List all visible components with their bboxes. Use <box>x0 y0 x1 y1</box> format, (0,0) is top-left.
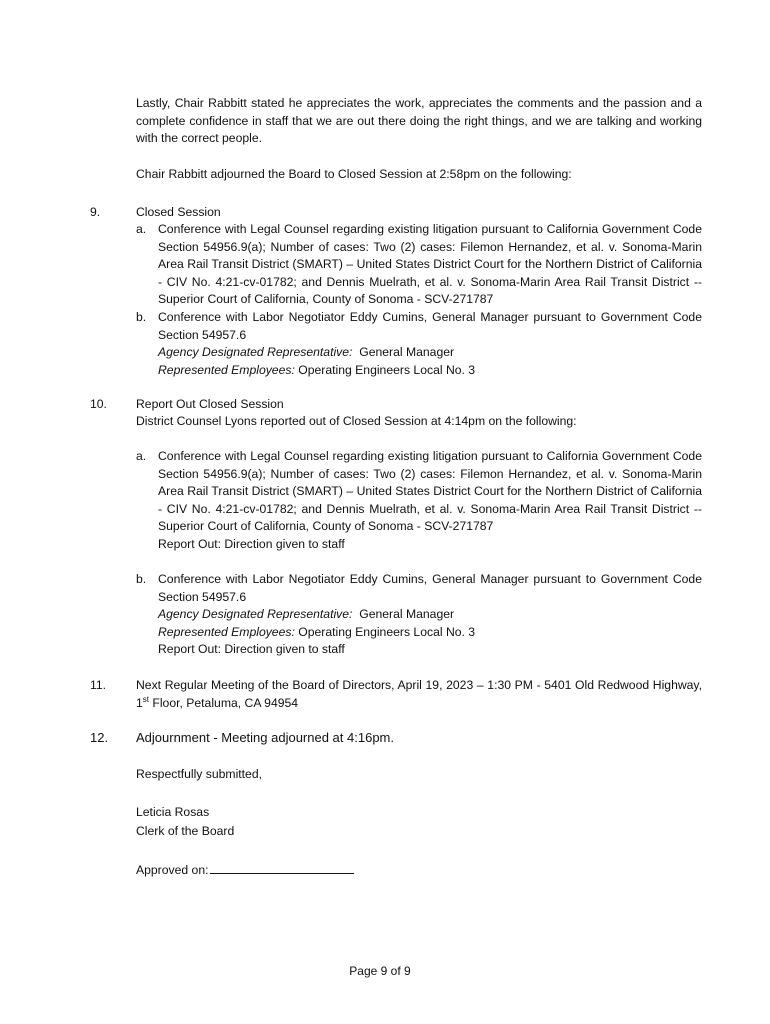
item-9b-agency-rep <box>158 344 702 362</box>
item-11-sup: st <box>142 694 150 704</box>
item-10-number: 10. <box>90 397 107 411</box>
agency-rep-value: General Manager <box>359 345 455 359</box>
item-10a-text: Conference with Legal Counsel regarding existing litigation pursuant to California Government Code Section 54956.9(a); Number of cases: Two (2) cases: Filemon Hernandez, et al. v. Sonoma-Marin Area Rail Transit District (SMART) – United States District Court for the Northern District of California - CIV No. 4:21-cv-01782; and Dennis Muelrath, et al. v. Sonoma-Marin Area Rail Transit District -- Superior Court of California, County of Sonoma - SCV-271787 <box>158 449 702 533</box>
item-10b-text: Conference with Labor Negotiator Eddy Cumins, General Manager pursuant to Government Code Section 54957.6 <box>158 572 702 604</box>
item-12-number: 12. <box>90 730 109 745</box>
agency-rep-label: Agency Designated Representative: <box>158 607 353 621</box>
approval-signature-line <box>210 861 354 874</box>
item-9-number: 9. <box>90 205 101 219</box>
item-9b-letter: b. <box>136 310 147 324</box>
respectfully-submitted: Respectfully submitted, <box>136 767 262 781</box>
item-9a-text: Conference with Legal Counsel regarding existing litigation pursuant to California Government Code Section 54956.9(a); Number of cases: Two (2) cases: Filemon Hernandez, et al. v. Sonoma-Marin Area Rail Transit District (SMART) – United States District Court for the Northern District of California - CIV No. 4:21-cv-01782; and Dennis Muelrath, et al. v. Sonoma-Marin Area Rail Transit District -- Superior Court of California, County of Sonoma - SCV-271787 <box>158 222 702 306</box>
item-10b-agency-rep <box>158 606 702 624</box>
item-11-text <box>136 677 702 712</box>
signer-name: Leticia Rosas <box>136 805 210 819</box>
item-10-intro: District Counsel Lyons reported out of Closed Session at 4:14pm on the following: <box>136 414 577 428</box>
item-10b-block <box>158 571 702 659</box>
agency-rep-label: Agency Designated Representative: <box>158 345 353 359</box>
represented-label: Represented Employees: <box>158 624 295 639</box>
item-9b-block <box>158 309 702 379</box>
item-10-title: Report Out Closed Session <box>136 397 284 411</box>
item-10a-letter: a. <box>136 449 147 463</box>
item-12-text: Adjournment - Meeting adjourned at 4:16pm. <box>136 730 394 745</box>
represented-value: Operating Engineers Local No. 3 <box>298 362 476 377</box>
item-11-number: 11. <box>90 678 107 692</box>
item-10b-letter: b. <box>136 572 147 586</box>
item-9b-text: Conference with Labor Negotiator Eddy Cumins, General Manager pursuant to Government Code Section 54957.6 <box>158 310 702 342</box>
agency-rep-value: General Manager <box>359 607 455 621</box>
page-number: Page 9 of 9 <box>349 964 411 978</box>
adjourn-to-closed-paragraph: Chair Rabbitt adjourned the Board to Closed Session at 2:58pm on the following: <box>136 167 572 181</box>
item-10b-represented <box>158 624 702 642</box>
intro-paragraph: Lastly, Chair Rabbitt stated he appreciates the work, appreciates the comments and the passion and a complete confidence in staff that we are out there doing the right things, and we are talking and working with the correct people. <box>136 96 702 145</box>
item-10a-report: Report Out: Direction given to staff <box>158 536 345 551</box>
item-9b-represented <box>158 362 702 380</box>
represented-label: Represented Employees: <box>158 362 295 377</box>
item-9a-letter: a. <box>136 222 147 236</box>
item-10a-block <box>158 448 702 553</box>
item-10b-report: Report Out: Direction given to staff <box>158 642 345 656</box>
represented-value: Operating Engineers Local No. 3 <box>298 624 476 639</box>
signer-role: Clerk of the Board <box>136 824 235 838</box>
item-11-text-end: Floor, Petaluma, CA 94954 <box>149 695 299 710</box>
item-9-title: Closed Session <box>136 205 221 219</box>
item-11-text-start: Next Regular Meeting of the Board of Directors, April 19, 2023 – 1:30 PM - 5401 Old Redwood Highway, 1 <box>136 678 702 710</box>
approved-on-label: Approved on: <box>136 863 209 877</box>
approved-on <box>136 861 702 880</box>
